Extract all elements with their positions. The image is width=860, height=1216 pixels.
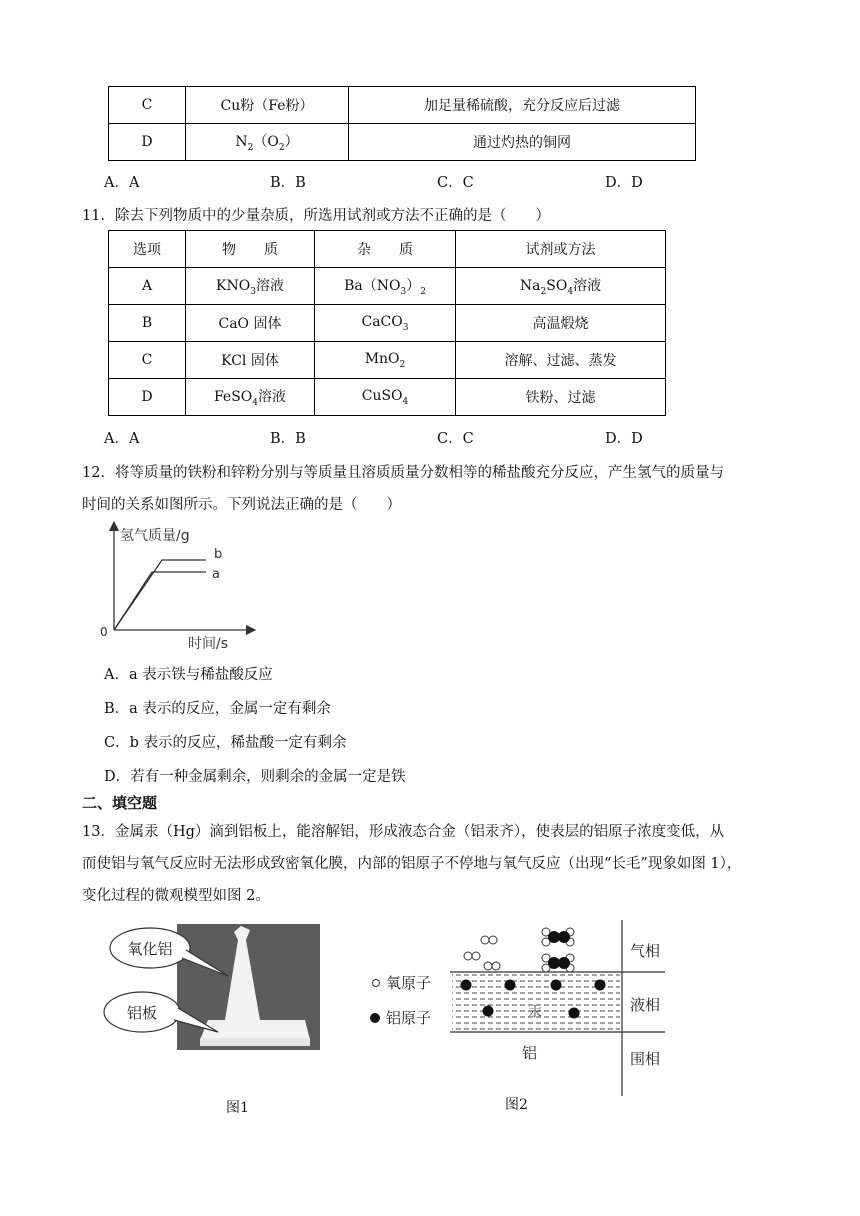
substance-cell: $KNO_3$溶液 bbox=[186, 268, 315, 305]
impurity-cell: CaCO$_3$ bbox=[315, 305, 456, 342]
q12-choice-a[interactable]: A．a 表示铁与稀盐酸反应 bbox=[104, 667, 273, 683]
legend-oxygen-icon bbox=[373, 980, 380, 987]
removal-table-top bbox=[108, 86, 696, 161]
method-cell: 高温煅烧 bbox=[456, 305, 666, 342]
q13-line2: 而使铝与氧气反应时无法形成致密氧化膜，内部的铝原子不停地与氧气反应（出现“长毛”现象如图 1）， bbox=[82, 856, 742, 872]
header-impurity: 杂 质 bbox=[315, 231, 456, 268]
x-axis-label: 时间/s bbox=[188, 636, 229, 652]
mercury-label: 汞 bbox=[528, 1004, 542, 1020]
option-cell: C bbox=[109, 87, 186, 124]
option-cell: B bbox=[109, 305, 186, 342]
substance-cell: KCl 固体 bbox=[186, 342, 315, 379]
option-c[interactable]: C．C bbox=[437, 175, 474, 191]
q12-choice-d[interactable]: D．若有一种金属剩余，则剩余的金属一定是铁 bbox=[104, 769, 406, 785]
series-b-label: b bbox=[214, 547, 223, 562]
phase-gas-label: 气相 bbox=[630, 942, 661, 960]
q11-table bbox=[108, 230, 666, 416]
q12-choice-b[interactable]: B．a 表示的反应，金属一定有剩余 bbox=[104, 701, 331, 717]
legend-oxygen-label: 氧原子 bbox=[386, 974, 432, 992]
option-d[interactable]: D．D bbox=[605, 431, 643, 447]
header-substance: 物 质 bbox=[186, 231, 315, 268]
header-option: 选项 bbox=[109, 231, 186, 268]
series-a-line bbox=[114, 572, 206, 630]
q11-stem: 11．除去下列物质中的少量杂质，所选用试剂或方法不正确的是（ ） bbox=[82, 208, 550, 224]
option-a[interactable]: A．A bbox=[104, 431, 140, 447]
phase-solid-label: 围相 bbox=[630, 1050, 661, 1068]
phase-liquid-label: 液相 bbox=[630, 996, 661, 1014]
legend-aluminum-icon bbox=[370, 1013, 380, 1023]
aluminum-label: 铝 bbox=[522, 1044, 538, 1062]
method-cell: 铁粉、过滤 bbox=[456, 379, 666, 416]
impurity-cell: MnO$_2$ bbox=[315, 342, 456, 379]
option-cell: D bbox=[109, 379, 186, 416]
table-row bbox=[109, 342, 666, 379]
aluminum-plate-shape bbox=[200, 1038, 310, 1046]
impurity-cell: $Ba(NO_3)_2$ bbox=[315, 268, 456, 305]
table-row bbox=[109, 268, 666, 305]
table-header-row bbox=[109, 231, 666, 268]
label-aluminum-plate: 铝板 bbox=[126, 1004, 158, 1022]
option-a[interactable]: A．A bbox=[104, 175, 140, 191]
aluminum-oxide-cluster-2 bbox=[542, 954, 574, 972]
option-d[interactable]: D．D bbox=[605, 175, 643, 191]
method-cell: 溶解、过滤、蒸发 bbox=[456, 342, 666, 379]
figure-2 bbox=[360, 918, 670, 1100]
label-aluminum-oxide: 氧化铝 bbox=[127, 940, 173, 958]
substance-cell: FeSO$_4$溶液 bbox=[186, 379, 315, 416]
option-cell: D bbox=[109, 124, 186, 161]
option-cell: C bbox=[109, 342, 186, 379]
oxygen-molecules bbox=[464, 936, 500, 970]
mercury-liquid-layer bbox=[452, 974, 620, 1030]
hydrogen-time-chart bbox=[96, 520, 256, 652]
substance-cell: $N_2(O_2)$ bbox=[186, 124, 349, 161]
origin-label: 0 bbox=[100, 625, 108, 639]
aluminum-oxide-cluster-1 bbox=[542, 928, 574, 946]
option-cell: A bbox=[109, 268, 186, 305]
method-cell: $Na_2SO_4$溶液 bbox=[456, 268, 666, 305]
figure-1-caption: 图1 bbox=[226, 1100, 249, 1116]
table-row bbox=[109, 305, 666, 342]
series-b-line bbox=[114, 560, 206, 630]
option-c[interactable]: C．C bbox=[437, 431, 474, 447]
q12-stem-line1: 12．将等质量的铁粉和锌粉分别与等质量且溶质质量分数相等的稀盐酸充分反应，产生氢气的质量与 bbox=[82, 465, 724, 481]
table-row bbox=[109, 379, 666, 416]
q12-choice-c[interactable]: C．b 表示的反应，稀盐酸一定有剩余 bbox=[104, 735, 347, 751]
header-method: 试剂或方法 bbox=[456, 231, 666, 268]
q12-stem-line2: 时间的关系如图所示。下列说法正确的是（ ） bbox=[82, 497, 401, 513]
method-cell: 通过灼热的铜网 bbox=[349, 124, 696, 161]
section-title: 二、填空题 bbox=[82, 794, 158, 812]
option-b[interactable]: B．B bbox=[270, 175, 306, 191]
table-row bbox=[109, 124, 696, 161]
substance-cell: Cu粉（Fe粉） bbox=[186, 87, 349, 124]
q13-line3: 变化过程的微观模型如图 2。 bbox=[82, 888, 270, 904]
substance-cell: CaO 固体 bbox=[186, 305, 315, 342]
impurity-cell: CuSO$_4$ bbox=[315, 379, 456, 416]
table-row bbox=[109, 87, 696, 124]
figure-1 bbox=[100, 920, 325, 1055]
method-cell: 加足量稀硫酸，充分反应后过滤 bbox=[349, 87, 696, 124]
y-axis-label: 氢气质量/g bbox=[120, 528, 190, 544]
legend-aluminum-label: 铝原子 bbox=[386, 1009, 432, 1027]
q13-line1: 13．金属汞（Hg）滴到铝板上，能溶解铝，形成液态合金（铝汞齐），使表层的铝原子浓度变低，从 bbox=[82, 824, 725, 840]
figure-2-caption: 图2 bbox=[505, 1097, 528, 1113]
option-b[interactable]: B．B bbox=[270, 431, 306, 447]
series-a-label: a bbox=[212, 567, 220, 582]
